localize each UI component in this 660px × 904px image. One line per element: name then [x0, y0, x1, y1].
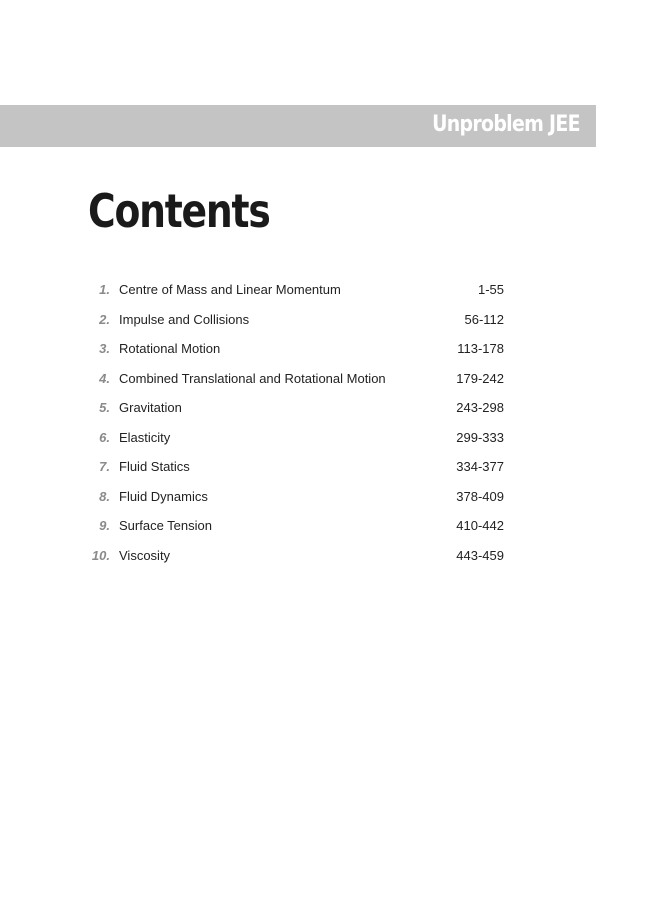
page-range: 113-178 — [457, 341, 504, 356]
chapter-number: 9. — [99, 518, 110, 533]
toc-entry[interactable] — [88, 486, 504, 516]
page-range: 56-112 — [464, 311, 504, 327]
page-range: 443-459 — [456, 547, 504, 563]
chapter-number: 1. — [99, 282, 110, 297]
chapter-title: Elasticity — [119, 429, 171, 445]
chapter-title: Surface Tension — [119, 518, 212, 533]
page-range: 334-377 — [456, 459, 504, 474]
chapter-title: Fluid Statics — [119, 459, 190, 474]
chapter-number: 7. — [99, 459, 110, 474]
toc-entry[interactable] — [88, 545, 504, 575]
chapter-number: 2. — [99, 311, 110, 327]
page-range: 1-55 — [477, 282, 504, 297]
chapter-title: Combined Translational and Rotational Motion — [119, 370, 386, 386]
chapter-title: Viscosity — [119, 547, 171, 563]
toc-entry[interactable] — [88, 427, 504, 457]
page-range: 410-442 — [456, 518, 504, 533]
page-title: Contents — [88, 184, 270, 238]
toc-entry[interactable] — [88, 279, 504, 309]
header-band — [0, 105, 596, 147]
chapter-title: Rotational Motion — [119, 341, 221, 356]
table-of-contents — [88, 279, 504, 574]
toc-entry[interactable] — [88, 397, 504, 427]
page-range: 179-242 — [456, 370, 504, 386]
chapter-number: 3. — [99, 341, 110, 356]
series-title: Unproblem JEE — [432, 112, 580, 137]
page-range: 243-298 — [456, 400, 504, 415]
chapter-number: 8. — [99, 488, 110, 504]
chapter-title: Impulse and Collisions — [119, 311, 250, 327]
chapter-number: 6. — [99, 429, 110, 445]
toc-entry[interactable] — [88, 515, 504, 545]
toc-entry[interactable] — [88, 338, 504, 368]
chapter-title: Gravitation — [119, 400, 182, 415]
chapter-title: Fluid Dynamics — [119, 488, 208, 504]
chapter-number: 5. — [99, 400, 110, 415]
page-range: 378-409 — [456, 488, 504, 504]
page-range: 299-333 — [456, 429, 504, 445]
toc-entry[interactable] — [88, 456, 504, 486]
toc-entry[interactable] — [88, 368, 504, 398]
chapter-number: 10. — [91, 547, 110, 563]
toc-entry[interactable] — [88, 309, 504, 339]
chapter-title: Centre of Mass and Linear Momentum — [119, 282, 341, 297]
chapter-number: 4. — [99, 370, 110, 386]
